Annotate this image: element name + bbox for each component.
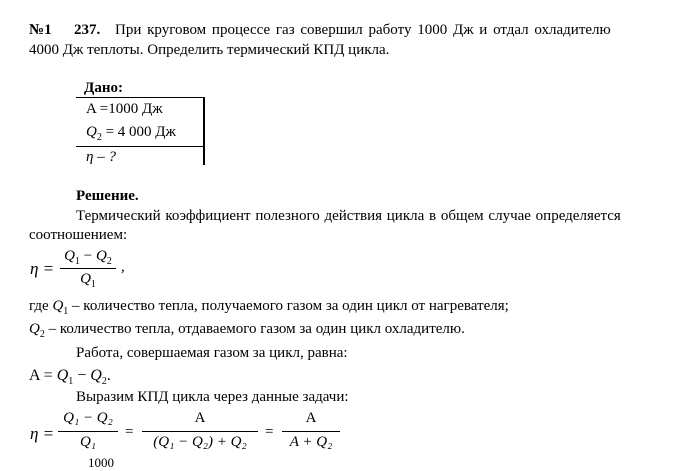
given-q2-value: = 4 000 Дж (101, 124, 176, 140)
eq2-equals-1: = (125, 424, 134, 440)
problem-text-line-1: При круговом процессе газ совершил работу 1000 Дж и отдал охладителю (115, 22, 611, 38)
eq2-frac2-numerator: A (194, 410, 206, 426)
problem-number: №1 (29, 22, 52, 38)
eq2-frac2-bar (142, 431, 258, 432)
problem-text-line-2: 4000 Дж теплоты. Определить термический КПД цикла. (29, 42, 390, 58)
solution-header: Решение. (76, 188, 139, 204)
eq1-fraction-bar (60, 268, 116, 269)
cut-off-number: 1000 (88, 455, 114, 470)
where-q2-line: $Q_2$ – количество тепла, отдаваемого газом за один цикл охладителю. (29, 321, 465, 340)
where-q1-line: где $Q_1$ – количество тепла, получаемого газом за один цикл от нагревателя; (29, 298, 509, 317)
given-find: η – ? (86, 149, 116, 165)
given-vertical-rule (203, 97, 205, 165)
given-header: Дано: (84, 80, 123, 96)
eq2-frac1-bar (58, 431, 118, 432)
given-a-value: A =1000 Дж (86, 101, 163, 117)
eq1-numerator: $Q_1 - Q_2$ (64, 248, 112, 267)
eq2-frac3-denominator: A + Q₂ (289, 434, 333, 450)
eq2-lhs: η = (30, 424, 55, 443)
eq2-frac3-numerator: A (305, 410, 317, 426)
eq2-frac1-numerator: Q₁ − Q₂ (63, 410, 113, 426)
given-q2-letter: Q (86, 124, 97, 140)
work-text: Работа, совершаемая газом за цикл, равна: (76, 345, 348, 361)
eq2-frac3-bar (282, 431, 340, 432)
eq2-frac2-denominator: (Q₁ − Q₂) + Q₂ (153, 434, 247, 450)
eq2-frac1-denominator: Q₁ (79, 434, 97, 450)
given-bottom-rule (76, 146, 204, 147)
eq1-denominator: $Q_1$ (80, 271, 96, 290)
solution-para1-line1: Термический коэффициент полезного действия цикла в общем случае определяется (76, 208, 621, 224)
given-q2-row (86, 124, 176, 141)
eq1-lhs: η = (30, 259, 55, 278)
solution-para1-line2: соотношением: (29, 227, 128, 243)
given-q2-sub: 2 (96, 132, 102, 143)
problem-id: 237. (74, 22, 101, 38)
eq2-equals-2: = (265, 424, 274, 440)
given-top-rule (76, 97, 204, 98)
express-text: Выразим КПД цикла через данные задачи: (76, 389, 349, 405)
eq1-tail: , (121, 259, 125, 275)
work-equation: $A = Q_1 - Q_2$. (29, 367, 111, 387)
